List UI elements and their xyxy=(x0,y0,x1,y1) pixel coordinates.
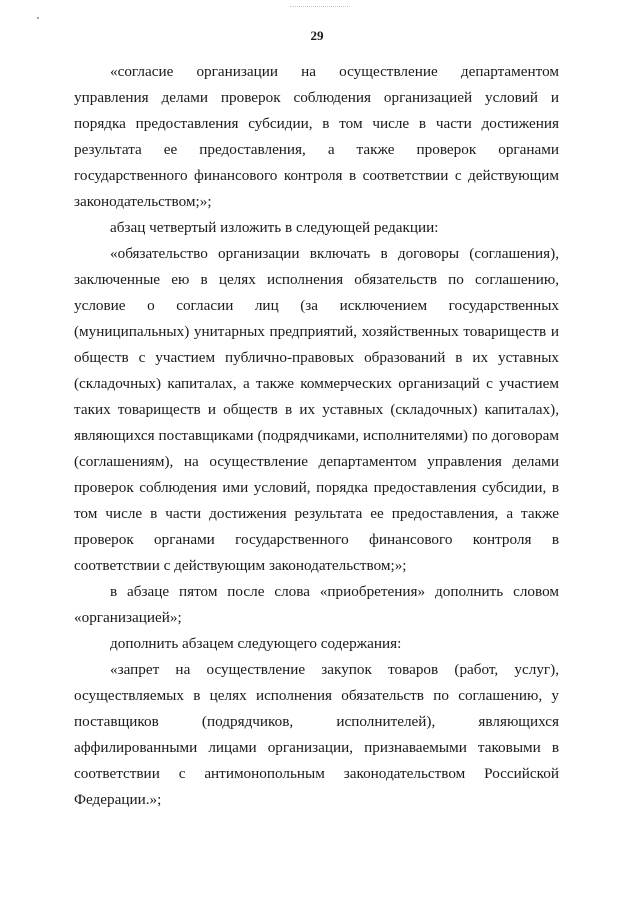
paragraph-prohibition-clause: «запрет на осуществление закупок товаров (работ, услуг), осуществляемых в целях исполнения обязательств по соглашению, у поставщиков (подрядчиков, исполнителей), являющихся аффилированными лицами организации, признаваемыми таковыми в соответствии с антимонопольным законодательством Российской Федерации.»; xyxy=(74,661,559,808)
paragraph-obligation-clause: «обязательство организации включать в договоры (соглашения), заключенные ею в целях исполнения обязательств по соглашению, условие о согласии лиц (за исключением государственных (муниципальных) унитарных предприятий, хозяйственных товариществ и обществ с участием публично-правовых образований в их уставных (складочных) капиталах, а также коммерческих организаций с участием таких товариществ и обществ в их уставных (складочных) капиталах), являющихся поставщиками (подрядчиками, исполнителями) по договорам (соглашениям), на осуществление департаментом управления делами проверок соблюдения ими условий, порядка предоставления субсидии, в том числе в части достижения результата ее предоставления, а также проверок органами государственного финансового контроля в соответствии с действующим законодательством;»; xyxy=(74,245,559,574)
scan-artifact xyxy=(290,0,350,7)
paragraph-fifth-abzats-amendment: в абзаце пятом после слова «приобретения» дополнить словом «организацией»; xyxy=(74,583,559,626)
document-body xyxy=(74,59,559,813)
page-number: 29 xyxy=(310,28,324,43)
paragraph-add-abzats-instruction: дополнить абзацем следующего содержания: xyxy=(110,635,402,652)
paragraph-consent-clause: «согласие организации на осуществление департаментом управления делами проверок соблюдения организацией условий и порядка предоставления субсидии, в том числе в части достижения результата ее предоставления, а также проверок органами государственного финансового контроля в соответствии с действующим законодательством;»; xyxy=(74,63,559,210)
paragraph-fourth-abzats-instruction: абзац четвертый изложить в следующей редакции: xyxy=(110,219,439,236)
scan-speck xyxy=(37,17,39,19)
